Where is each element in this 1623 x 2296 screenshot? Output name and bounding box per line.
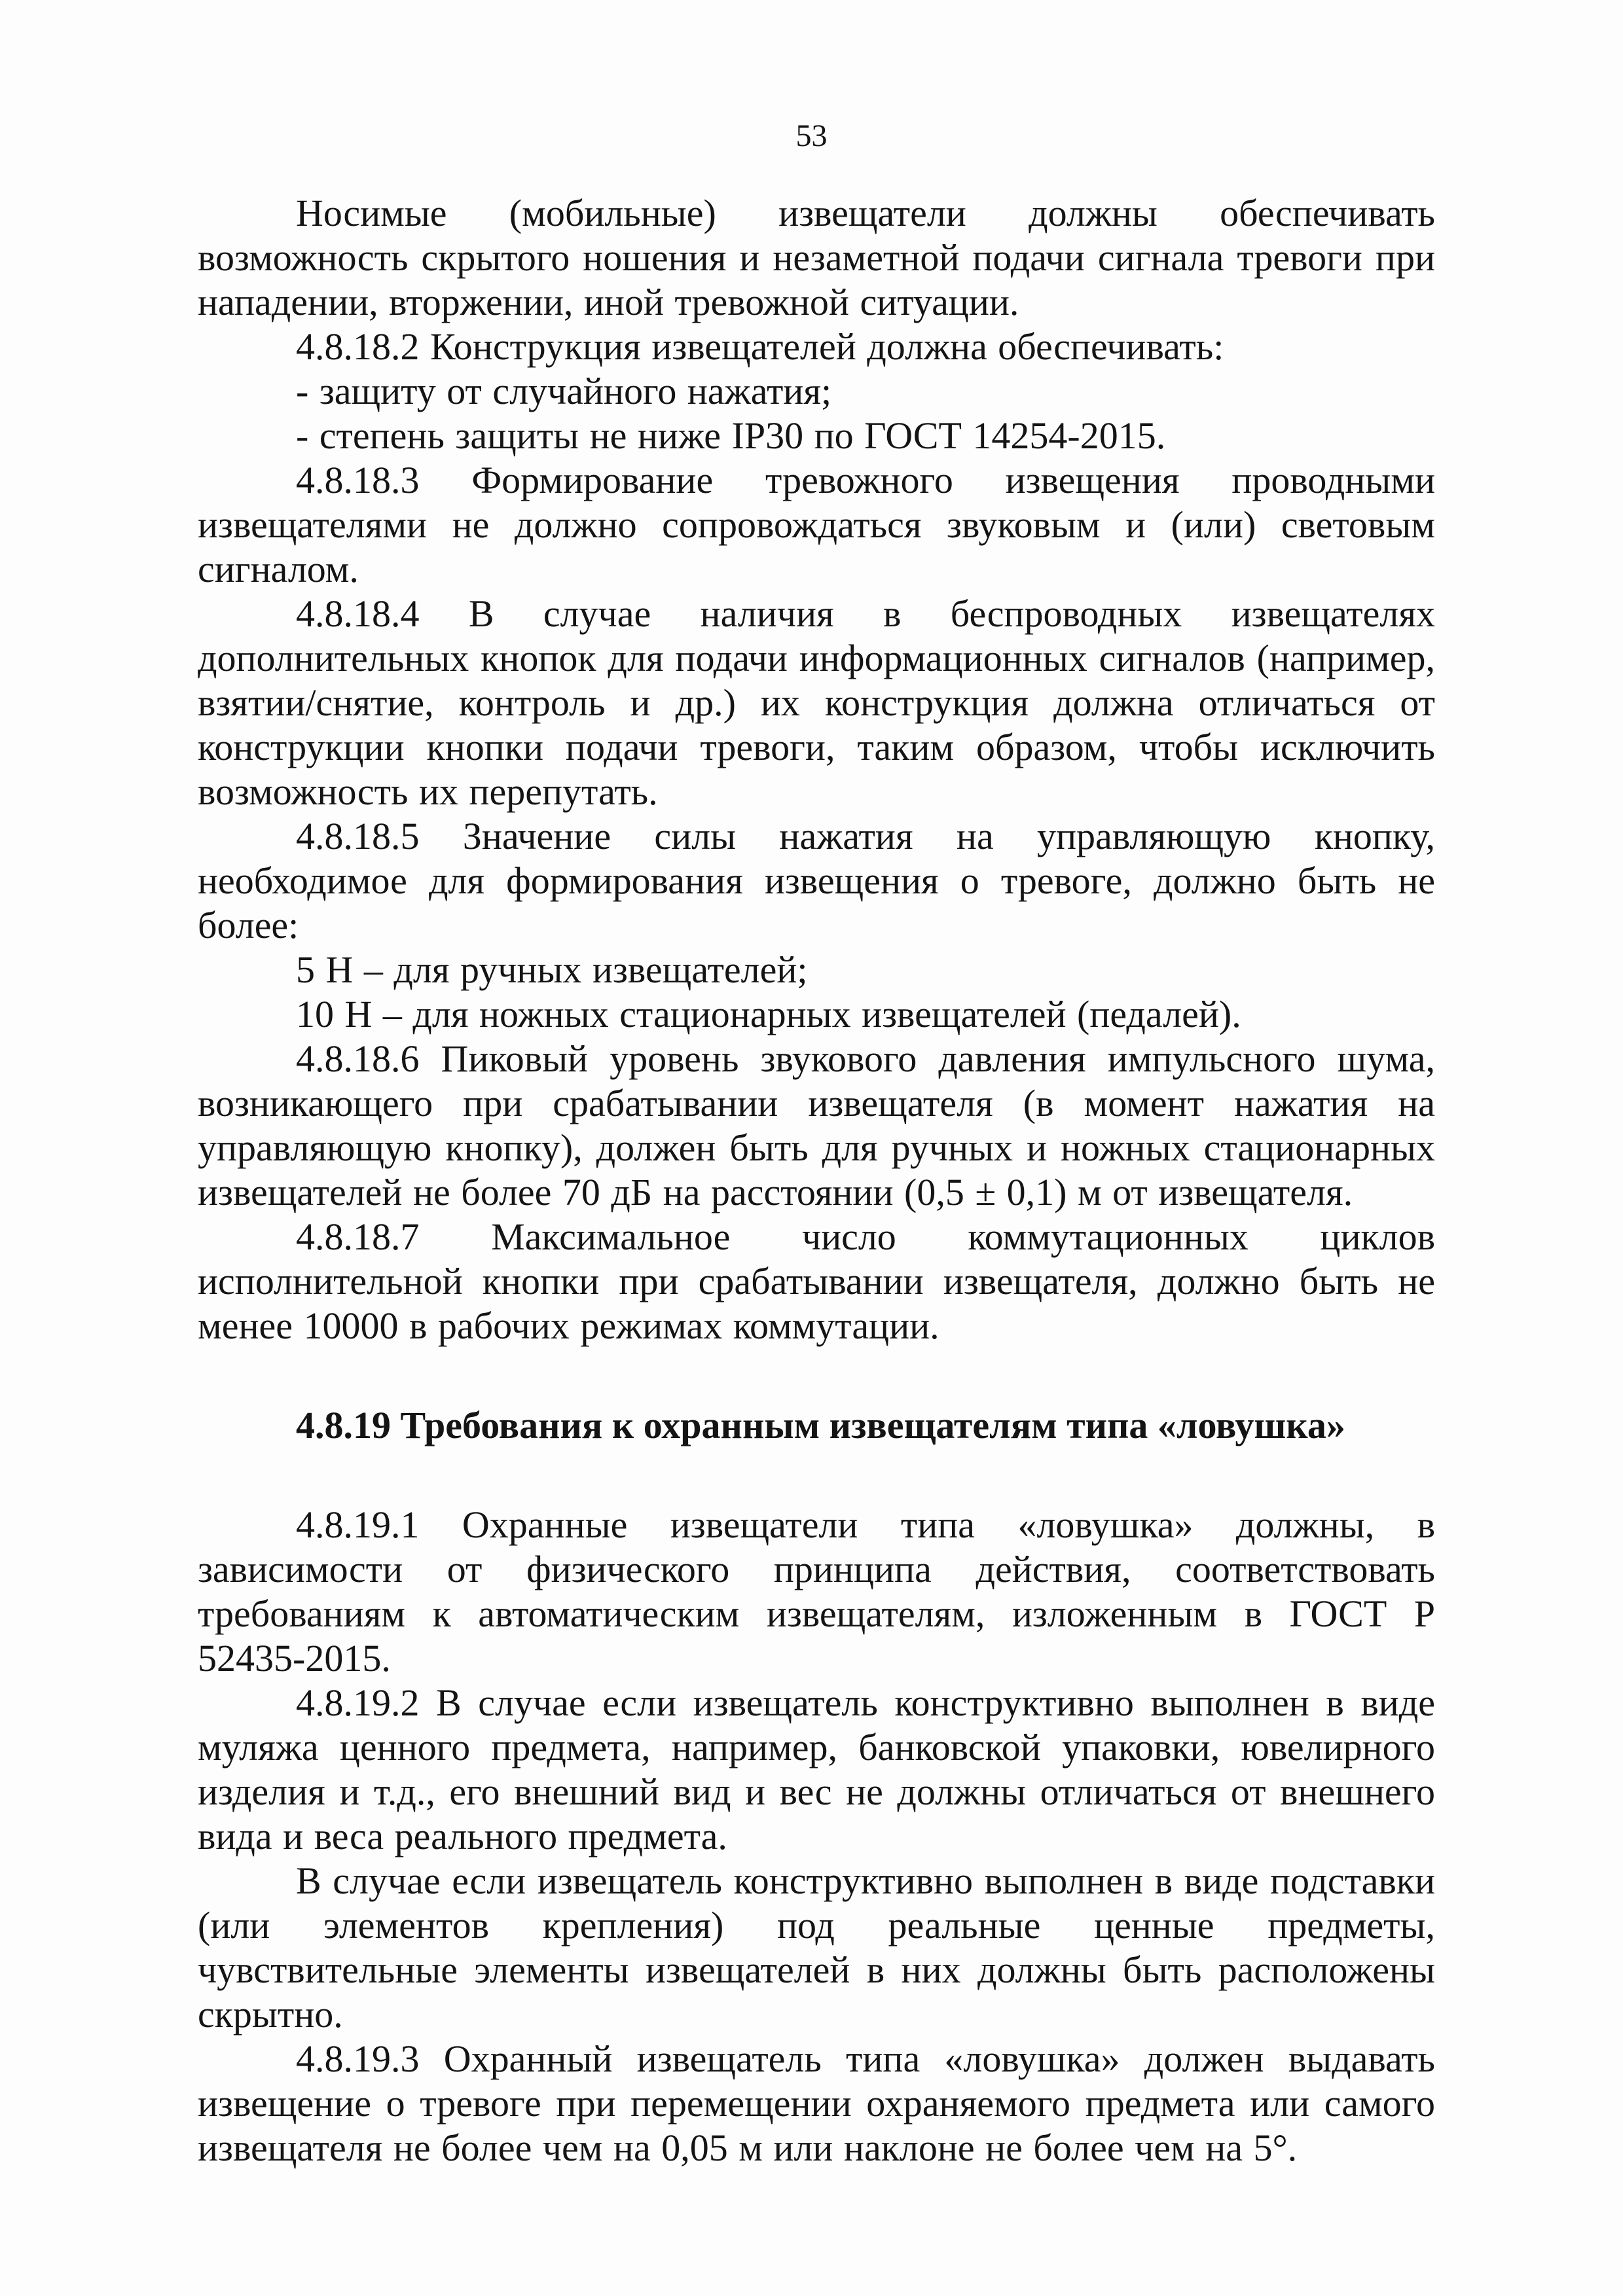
paragraph-4-8-18-5: 4.8.18.5 Значение силы нажатия на управляющую кнопку, необходимое для формирования извещения о тревоге, должно быть не более: — [198, 815, 1435, 946]
list-item-5n: 5 Н – для ручных извещателей; — [296, 948, 808, 991]
paragraph-4-8-18-3: 4.8.18.3 Формирование тревожного извещения проводными извещателями не должно сопровождаться звуковым и (или) световым сигналом. — [198, 459, 1435, 590]
paragraph-4-8-18-2: 4.8.18.2 Конструкция извещателей должна обеспечивать: — [296, 325, 1224, 368]
body-text — [198, 191, 1435, 2170]
paragraph-4-8-18-7: 4.8.18.7 Максимальное число коммутационных циклов исполнительной кнопки при срабатывании извещателя, должно быть не менее 10000 в рабочих режимах коммутации. — [198, 1215, 1435, 1347]
paragraph-stand-case: В случае если извещатель конструктивно выполнен в виде подставки (или элементов крепления) под реальные ценные предметы, чувствительные элементы извещателей в них должны быть расположены скрытно. — [198, 1859, 1435, 2036]
page-number: 53 — [795, 118, 828, 153]
list-item-accidental-press: - защиту от случайного нажатия; — [296, 370, 832, 412]
paragraph-4-8-19-2: 4.8.19.2 В случае если извещатель конструктивно выполнен в виде муляжа ценного предмета, например, банковской упаковки, ювелирного изделия и т.д., его внешний вид и вес не должны отличаться от внешнего вида и веса реального предмета. — [198, 1681, 1435, 1857]
paragraph-4-8-19-3: 4.8.19.3 Охранный извещатель типа «ловушка» должен выдавать извещение о тревоге при перемещении охраняемого предмета или самого извещателя не более чем на 0,05 м или наклоне не более чем на 5°. — [198, 2037, 1435, 2169]
paragraph-wearable-detectors: Носимые (мобильные) извещатели должны обеспечивать возможность скрытого ношения и незаметной подачи сигнала тревоги при нападении, вторжении, иной тревожной ситуации. — [198, 192, 1435, 323]
paragraph-4-8-18-6: 4.8.18.6 Пиковый уровень звукового давления импульсного шума, возникающего при срабатывании извещателя (в момент нажатия на управляющую кнопку), должен быть для ручных и ножных стационарных извещателей не более 70 дБ на расстоянии (0,5 ± 0,1) м от извещателя. — [198, 1037, 1435, 1213]
paragraph-4-8-19-1: 4.8.19.1 Охранные извещатели типа «ловушка» должны, в зависимости от физического принципа действия, соответствовать требованиям к автоматическим извещателям, изложенным в ГОСТ Р 52435-2015. — [198, 1503, 1435, 1679]
paragraph-4-8-18-4: 4.8.18.4 В случае наличия в беспроводных извещателях дополнительных кнопок для подачи информационных сигналов (например, взятии/снятие, контроль и др.) их конструкция должна отличаться от конструкции кнопки подачи тревоги, таким образом, чтобы исключить возможность их перепутать. — [198, 592, 1435, 813]
list-item-10n: 10 Н – для ножных стационарных извещателей (педалей). — [296, 993, 1241, 1035]
section-heading-4-8-19: 4.8.19 Требования к охранным извещателям типа «ловушка» — [296, 1404, 1345, 1446]
list-item-ip30: - степень защиты не ниже IP30 по ГОСТ 14254-2015. — [296, 414, 1166, 457]
